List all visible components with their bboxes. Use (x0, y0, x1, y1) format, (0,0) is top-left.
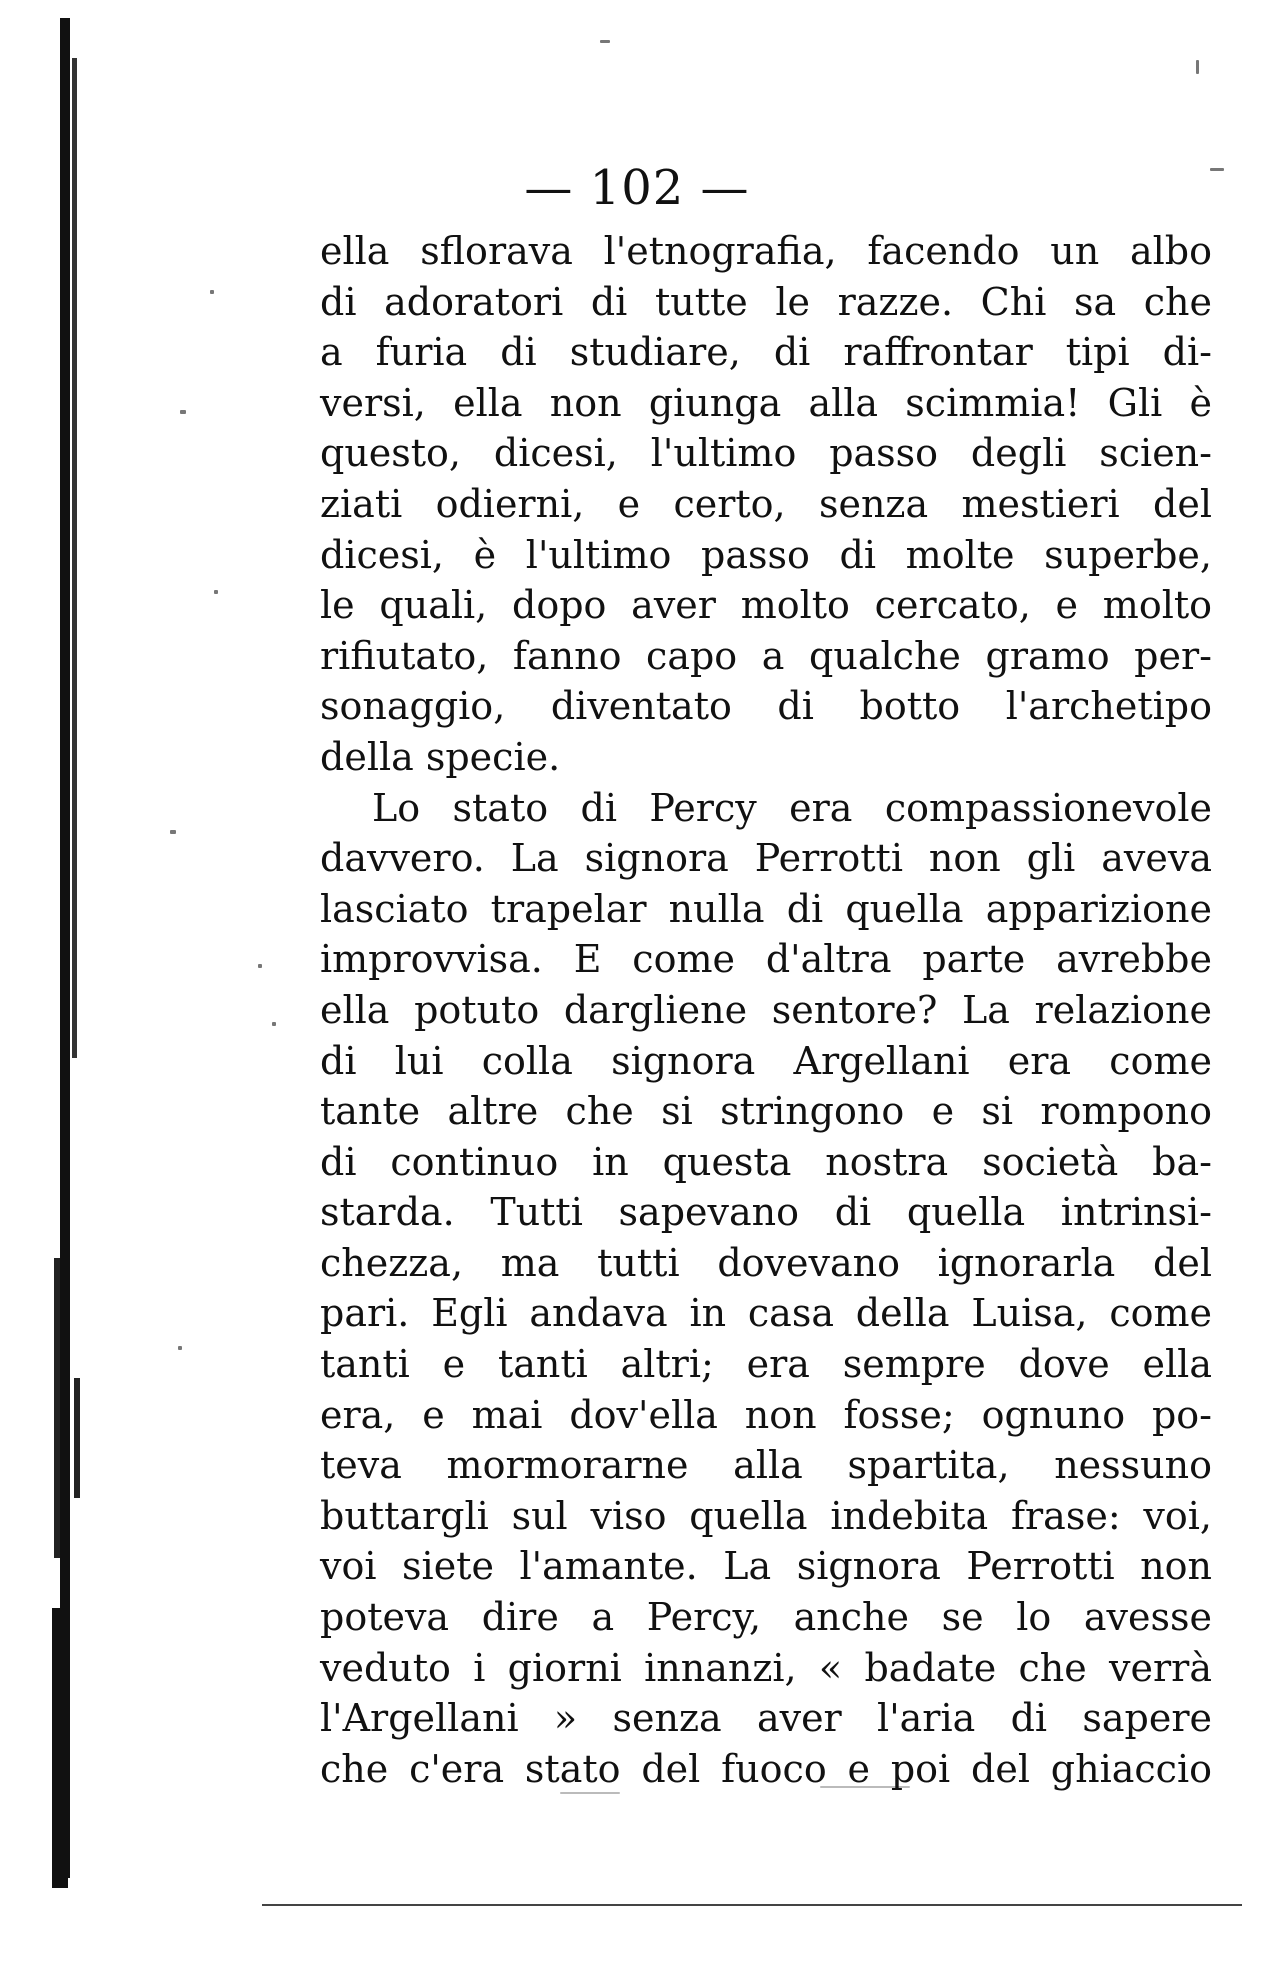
text-line: questo, dicesi, l'ultimo passo degli scien- (320, 431, 1212, 476)
scan-speck (180, 410, 186, 414)
text-line: tante altre che si stringono e si rompono (320, 1089, 1212, 1134)
text-line: rifiutato, fanno capo a qualche gramo per- (320, 633, 1212, 678)
text-line: lasciato trapelar nulla di quella apparizione (320, 886, 1212, 931)
text-line: veduto i giorni innanzi, « badate che verrà (320, 1645, 1212, 1690)
text-line: improvvisa. E come d'altra parte avrebbe (320, 937, 1212, 982)
text-line: starda. Tutti sapevano di quella intrinsi- (320, 1190, 1212, 1235)
text-line: sonaggio, diventato di botto l'archetipo (320, 684, 1212, 729)
scan-speck (210, 290, 214, 294)
text-line: che c'era stato del fuoco e poi del ghiaccio (320, 1746, 1212, 1791)
scan-speck (258, 964, 262, 968)
text-line: versi, ella non giunga alla scimmia! Gli è (320, 380, 1212, 425)
text-line: chezza, ma tutti dovevano ignorarla del (320, 1240, 1212, 1285)
text-line: ella potuto dargliene sentore? La relazione (320, 987, 1212, 1032)
text-line: dicesi, è l'ultimo passo di molte superbe, (320, 532, 1212, 577)
text-line: pari. Egli andava in casa della Luisa, come (320, 1291, 1212, 1336)
scanned-spine-shadow (52, 18, 82, 1898)
text-line: tanti e tanti altri; era sempre dove ella (320, 1342, 1212, 1387)
text-line: Lo stato di Percy era compassionevole (372, 785, 1212, 830)
text-line: della specie. (320, 734, 561, 779)
page-body (320, 226, 1212, 1794)
text-line: voi siete l'amante. La signora Perrotti non (320, 1544, 1212, 1589)
text-line: ziati odierni, e certo, senza mestieri del (320, 481, 1212, 526)
paragraph-1 (320, 226, 1212, 783)
scan-speck (600, 40, 610, 43)
paragraph-2 (320, 783, 1212, 1795)
scan-speck (178, 1346, 182, 1350)
text-line: era, e mai dov'ella non fosse; ognuno po- (320, 1392, 1212, 1437)
scan-speck (214, 590, 218, 594)
text-line: di lui colla signora Argellani era come (320, 1038, 1212, 1083)
text-line: di adoratori di tutte le razze. Chi sa che (320, 279, 1212, 324)
text-line: le quali, dopo aver molto cercato, e molto (320, 583, 1212, 628)
text-line: l'Argellani » senza aver l'aria di sapere (320, 1696, 1212, 1741)
text-line: di continuo in questa nostra società ba- (320, 1139, 1212, 1184)
scan-speck (1196, 60, 1199, 74)
scan-speck (170, 830, 176, 834)
text-line: poteva dire a Percy, anche se lo avesse (320, 1595, 1212, 1640)
scan-speck (272, 1022, 276, 1026)
text-line: teva mormorarne alla spartita, nessuno (320, 1443, 1212, 1488)
page-bottom-edge (262, 1904, 1242, 1906)
text-line: a furia di studiare, di raffrontar tipi di- (320, 330, 1212, 375)
text-line: davvero. La signora Perrotti non gli aveva (320, 836, 1212, 881)
page-number: — 102 — (524, 160, 750, 216)
text-line: ella sflorava l'etnografia, facendo un albo (320, 229, 1212, 273)
text-line: buttargli sul viso quella indebita frase: voi, (320, 1493, 1212, 1538)
